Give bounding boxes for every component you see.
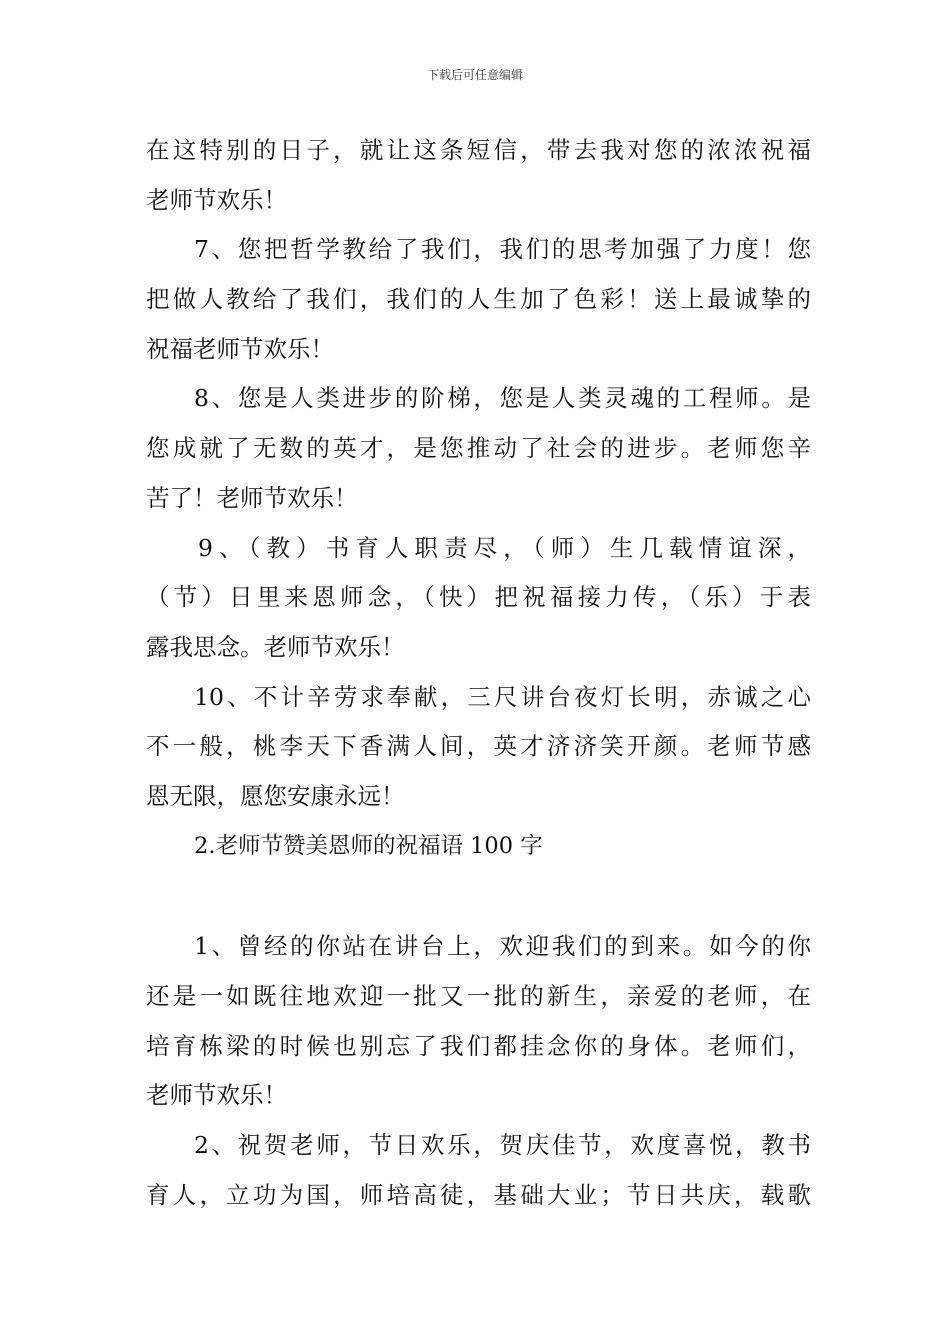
paragraph-item-9: 9、（教）书育人职责尽，（师）生几载情谊深，: [198, 533, 811, 562]
text-line: （节）日里来恩师念，（快）把祝福接力传，（乐）于表: [146, 583, 811, 612]
paragraph-item-10: 10、不计辛劳求奉献，三尺讲台夜灯长明，赤诚之心: [194, 682, 811, 711]
text-line: 露我思念。老师节欢乐！: [146, 632, 405, 661]
paragraph-item-2: 2、祝贺老师，节日欢乐，贺庆佳节，欢度喜悦，教书: [194, 1131, 811, 1160]
paragraph-item-8: 8、您是人类进步的阶梯，您是人类灵魂的工程师。是: [194, 384, 811, 413]
paragraph-item-1: 1、曾经的你站在讲台上，欢迎我们的到来。如今的你: [194, 932, 811, 961]
text-line: 苦了！老师节欢乐！: [146, 483, 358, 512]
text-line: 培育栋梁的时候也别忘了我们都挂念你的身体。老师们，: [146, 1031, 811, 1060]
text-line: 老师节欢乐！: [146, 185, 287, 214]
page-header: 下载后可任意编辑: [426, 68, 523, 82]
section-heading: 2.老师节赞美恩师的祝福语 100 字: [194, 832, 543, 859]
text-line: 祝福老师节欢乐！: [146, 334, 334, 363]
text-line: 把做人教给了我们，我们的人生加了色彩！送上最诚挚的: [146, 285, 811, 314]
text-line: 还是一如既往地欢迎一批又一批的新生，亲爱的老师，在: [146, 982, 811, 1010]
text-line: 恩无限，愿您安康永远！: [146, 781, 405, 810]
text-line: 育人，立功为国，师培高徒，基础大业；节日共庆，载歌: [146, 1180, 811, 1209]
text-line: 您成就了无数的英才，是您推动了社会的进步。老师您辛: [146, 434, 811, 463]
section-spacer: [146, 871, 811, 922]
text-line: 老师节欢乐！: [146, 1081, 287, 1110]
text-line: 在这特别的日子，就让这条短信，带去我对您的浓浓祝福: [146, 136, 811, 164]
text-line: 不一般，桃李天下香满人间，英才济济笑开颜。老师节感: [146, 732, 811, 761]
document-body: [146, 126, 811, 1220]
paragraph-item-7: 7、您把哲学教给了我们，我们的思考加强了力度！您: [194, 235, 811, 264]
